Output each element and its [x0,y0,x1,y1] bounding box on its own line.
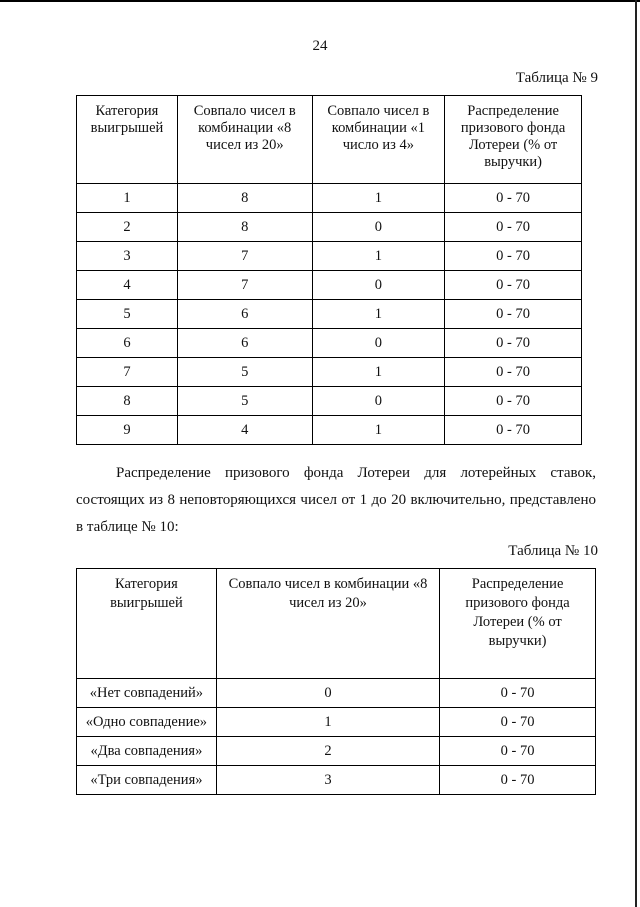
table-cell: 0 - 70 [440,708,596,737]
table-cell: 1 [216,708,439,737]
table-cell: «Два совпадения» [77,737,217,766]
table-cell: 1 [312,184,445,213]
table-cell: 1 [312,242,445,271]
table-cell: 0 [312,387,445,416]
table-10 [76,568,596,795]
table-9 [76,95,582,445]
table-cell: 9 [77,416,178,445]
table-cell: 6 [177,300,312,329]
table-cell: 0 - 70 [445,329,582,358]
table-9-header-cell: Совпало чисел в комбинации «8 чисел из 20» [177,96,312,184]
table-cell: 0 - 70 [445,416,582,445]
table-cell: 3 [216,766,439,795]
table-cell: 0 - 70 [445,242,582,271]
table-9-header-row [77,96,582,184]
table-cell: 0 - 70 [445,271,582,300]
table-cell: 0 [312,271,445,300]
table-row [77,416,582,445]
table-cell: 8 [77,387,178,416]
table-row [77,766,596,795]
table-cell: 0 - 70 [440,679,596,708]
table-cell: 2 [77,213,178,242]
table-row [77,300,582,329]
table-9-header-cell: Распределение призового фонда Лотереи (% от выручки) [445,96,582,184]
table-cell: 1 [312,358,445,387]
table-cell: 0 [216,679,439,708]
table-cell: 5 [177,387,312,416]
table-row [77,271,582,300]
table-row [77,358,582,387]
table-cell: 1 [77,184,178,213]
table-row [77,737,596,766]
table-cell: 7 [177,271,312,300]
table-cell: 0 - 70 [445,184,582,213]
table-cell: 0 - 70 [440,766,596,795]
table-cell: 5 [77,300,178,329]
table-9-header-cell: Совпало чисел в комбинации «1 число из 4» [312,96,445,184]
table-cell: 5 [177,358,312,387]
table-cell: 0 - 70 [445,300,582,329]
table-10-header-cell: Категория выигрышей [77,569,217,679]
table-9-caption: Таблица № 9 [515,70,598,86]
table-cell: 1 [312,416,445,445]
top-border-line [0,0,640,2]
table-row [77,329,582,358]
table-row [77,387,582,416]
table-row [77,242,582,271]
table-cell: 6 [177,329,312,358]
right-border-line [635,0,637,907]
table-cell: 0 - 70 [445,213,582,242]
table-row [77,679,596,708]
table-cell: 3 [77,242,178,271]
table-cell: 0 - 70 [440,737,596,766]
table-10-header-row [77,569,596,679]
table-cell: 8 [177,213,312,242]
table-cell: 4 [77,271,178,300]
page-number: 24 [312,38,328,54]
table-cell: «Нет совпадений» [77,679,217,708]
table-row [77,184,582,213]
table-cell: 7 [77,358,178,387]
table-cell: 2 [216,737,439,766]
body-paragraph [76,460,596,541]
table-cell: 8 [177,184,312,213]
paragraph-text: Распределение призового фонда Лотереи для лотерейных ставок, состоящих из 8 неповторяющихся чисел от 1 до 20 включительно, представлено в таблице № 10: [76,465,596,535]
table-10-header-cell: Совпало чисел в комбинации «8 чисел из 20» [216,569,439,679]
table-9-header-cell: Категория выигрышей [77,96,178,184]
table-row [77,213,582,242]
table-cell: 0 - 70 [445,387,582,416]
table-cell: 1 [312,300,445,329]
table-cell: 4 [177,416,312,445]
table-cell: 0 [312,329,445,358]
table-cell: 0 [312,213,445,242]
table-10-caption: Таблица № 10 [508,543,598,559]
table-cell: «Три совпадения» [77,766,217,795]
table-10-header-cell: Распределение призового фонда Лотереи (% от выручки) [440,569,596,679]
table-cell: 0 - 70 [445,358,582,387]
table-cell: 6 [77,329,178,358]
table-row [77,708,596,737]
table-cell: 7 [177,242,312,271]
table-cell: «Одно совпадение» [77,708,217,737]
